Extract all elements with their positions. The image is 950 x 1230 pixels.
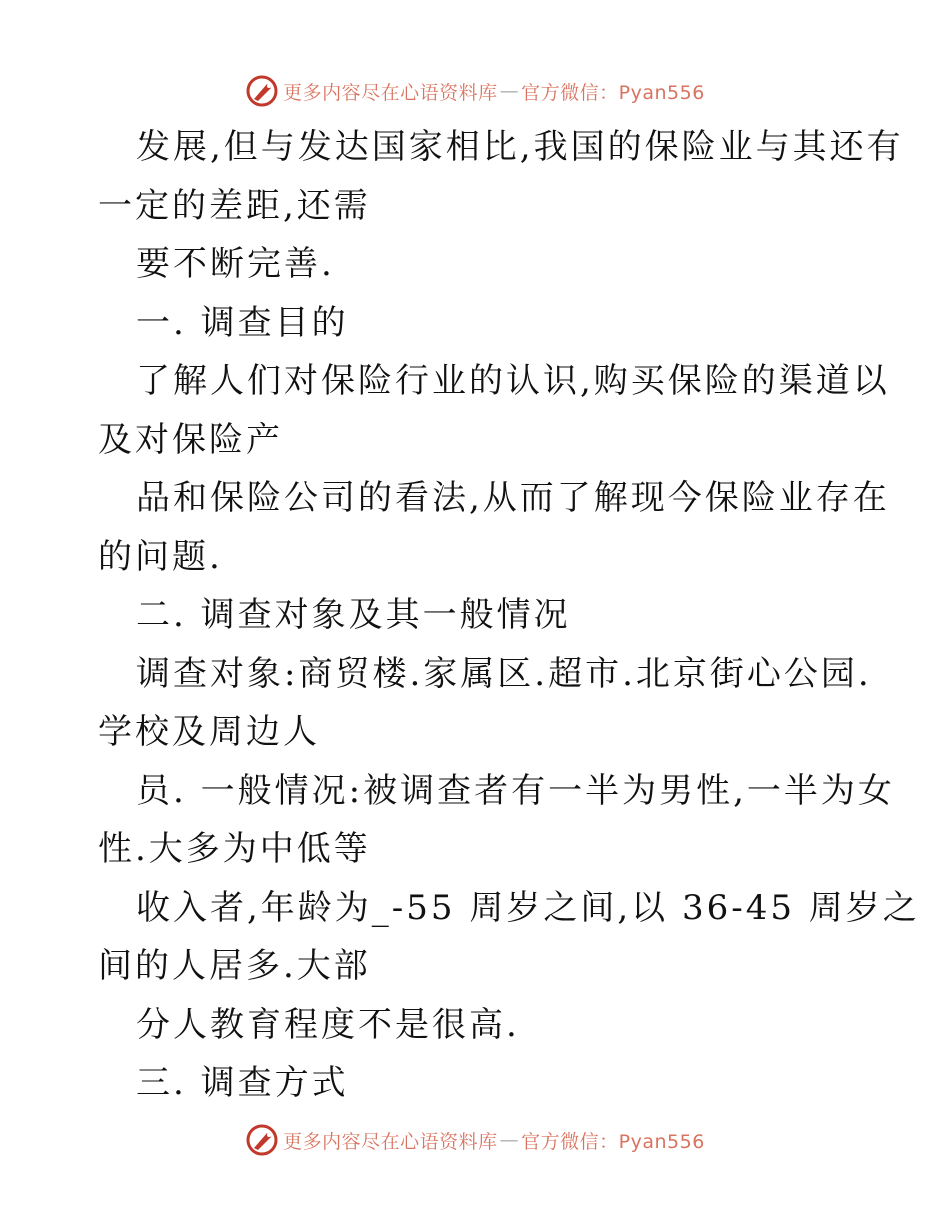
pen-logo-icon bbox=[245, 74, 279, 108]
text-line: 了解人们对保险行业的认识,购买保险的渠道以 bbox=[136, 361, 890, 401]
banner-separator: — bbox=[499, 80, 520, 102]
banner-site-name: 更多内容尽在心语资料库 bbox=[283, 1130, 498, 1153]
text-line: 及对保险产 bbox=[98, 419, 283, 460]
banner-site-name: 更多内容尽在心语资料库 bbox=[283, 81, 498, 104]
text-line: 二. 调查对象及其一般情况 bbox=[136, 595, 571, 635]
text-line: 发展,但与发达国家相比,我国的保险业与其还有 bbox=[136, 127, 904, 167]
header-banner bbox=[0, 71, 950, 111]
text-line: 的问题. bbox=[98, 536, 223, 577]
text-line: 分人教育程度不是很高. bbox=[136, 1004, 520, 1045]
pen-logo-icon bbox=[245, 1123, 279, 1157]
text-line: 收入者,年龄为_-55 周岁之间,以 36-45 周岁之 bbox=[136, 887, 920, 928]
banner-separator: — bbox=[499, 1129, 520, 1151]
document-body bbox=[98, 118, 920, 1113]
text-line: 三. 调查方式 bbox=[136, 1063, 349, 1103]
text-line: 员. 一般情况:被调查者有一半为男性,一半为女 bbox=[136, 770, 895, 811]
text-line: 一. 调查目的 bbox=[136, 302, 349, 343]
text-line: 间的人居多.大部 bbox=[98, 946, 371, 986]
text-line: 调查对象:商贸楼.家属区.超市.北京街心公园. bbox=[136, 653, 872, 694]
text-line: 品和保险公司的看法,从而了解现今保险业存在 bbox=[136, 478, 890, 518]
text-line: 要不断完善. bbox=[136, 244, 335, 284]
banner-wechat-id: 官方微信：Pyan556 bbox=[521, 81, 705, 104]
banner-wechat-id: 官方微信：Pyan556 bbox=[521, 1130, 705, 1153]
text-line: 学校及周边人 bbox=[98, 712, 320, 752]
text-line: 一定的差距,还需 bbox=[98, 185, 371, 226]
footer-banner bbox=[0, 1120, 950, 1160]
text-line: 性.大多为中低等 bbox=[98, 829, 371, 869]
